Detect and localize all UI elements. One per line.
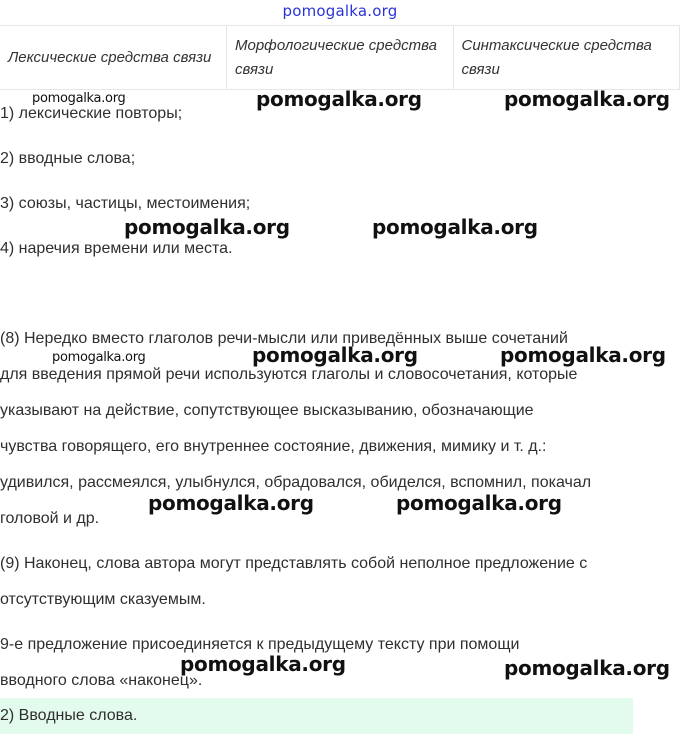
- watermark: pomogalka.org: [504, 656, 670, 680]
- table-cell-syntactic: Синтаксические средства связи: [453, 26, 680, 90]
- paragraph-line: (9) Наконец, слова автора могут представлять собой неполное предложение с: [0, 555, 588, 572]
- watermark: pomogalka.org: [500, 343, 666, 367]
- watermark: pomogalka.org: [148, 491, 314, 515]
- paragraph-line: отсутствующим сказуемым.: [0, 591, 206, 608]
- table-cell-lexical: Лексические средства связи: [0, 26, 227, 90]
- paragraph-line: (8) Нередко вместо глаголов речи-мысли или приведённых выше сочетаний: [0, 330, 568, 347]
- site-header[interactable]: [0, 0, 680, 24]
- watermark: pomogalka.org: [252, 343, 418, 367]
- answer-box: [0, 698, 633, 734]
- watermark: pomogalka.org: [180, 652, 346, 676]
- paragraph-line: головой и др.: [0, 510, 100, 527]
- watermark: pomogalka.org: [124, 215, 290, 239]
- explanation-line: вводного слова «наконец».: [0, 672, 203, 689]
- site-link[interactable]: pomogalka.org: [282, 2, 398, 20]
- explanation-line: 9-е предложение присоединяется к предыдущему тексту при помощи: [0, 636, 520, 653]
- watermark: pomogalka.org: [396, 491, 562, 515]
- watermark: pomogalka.org: [32, 91, 126, 106]
- table-row: [0, 26, 680, 90]
- list-item: 1) лексические повторы;: [0, 105, 183, 122]
- paragraph-line: чувства говорящего, его внутреннее состояние, движения, мимику и т. д.:: [0, 438, 547, 455]
- watermark: pomogalka.org: [504, 87, 670, 111]
- watermark: pomogalka.org: [372, 215, 538, 239]
- list-item: 4) наречия времени или места.: [0, 240, 233, 257]
- watermark: pomogalka.org: [52, 350, 146, 365]
- paragraph-line: для введения прямой речи используются глаголы и словосочетания, которые: [0, 366, 578, 383]
- watermark: pomogalka.org: [256, 87, 422, 111]
- answer-text: 2) Вводные слова.: [0, 707, 138, 724]
- table-cell-morphological: Морфологические средства связи: [227, 26, 454, 90]
- paragraph-line: удивился, рассмеялся, улыбнулся, обрадовался, обиделся, вспомнил, покачал: [0, 474, 592, 491]
- paragraph-line: указывают на действие, сопутствующее высказыванию, обозначающие: [0, 402, 534, 419]
- list-item: 3) союзы, частицы, местоимения;: [0, 195, 251, 212]
- options-table: [0, 25, 680, 90]
- list-item: 2) вводные слова;: [0, 150, 136, 167]
